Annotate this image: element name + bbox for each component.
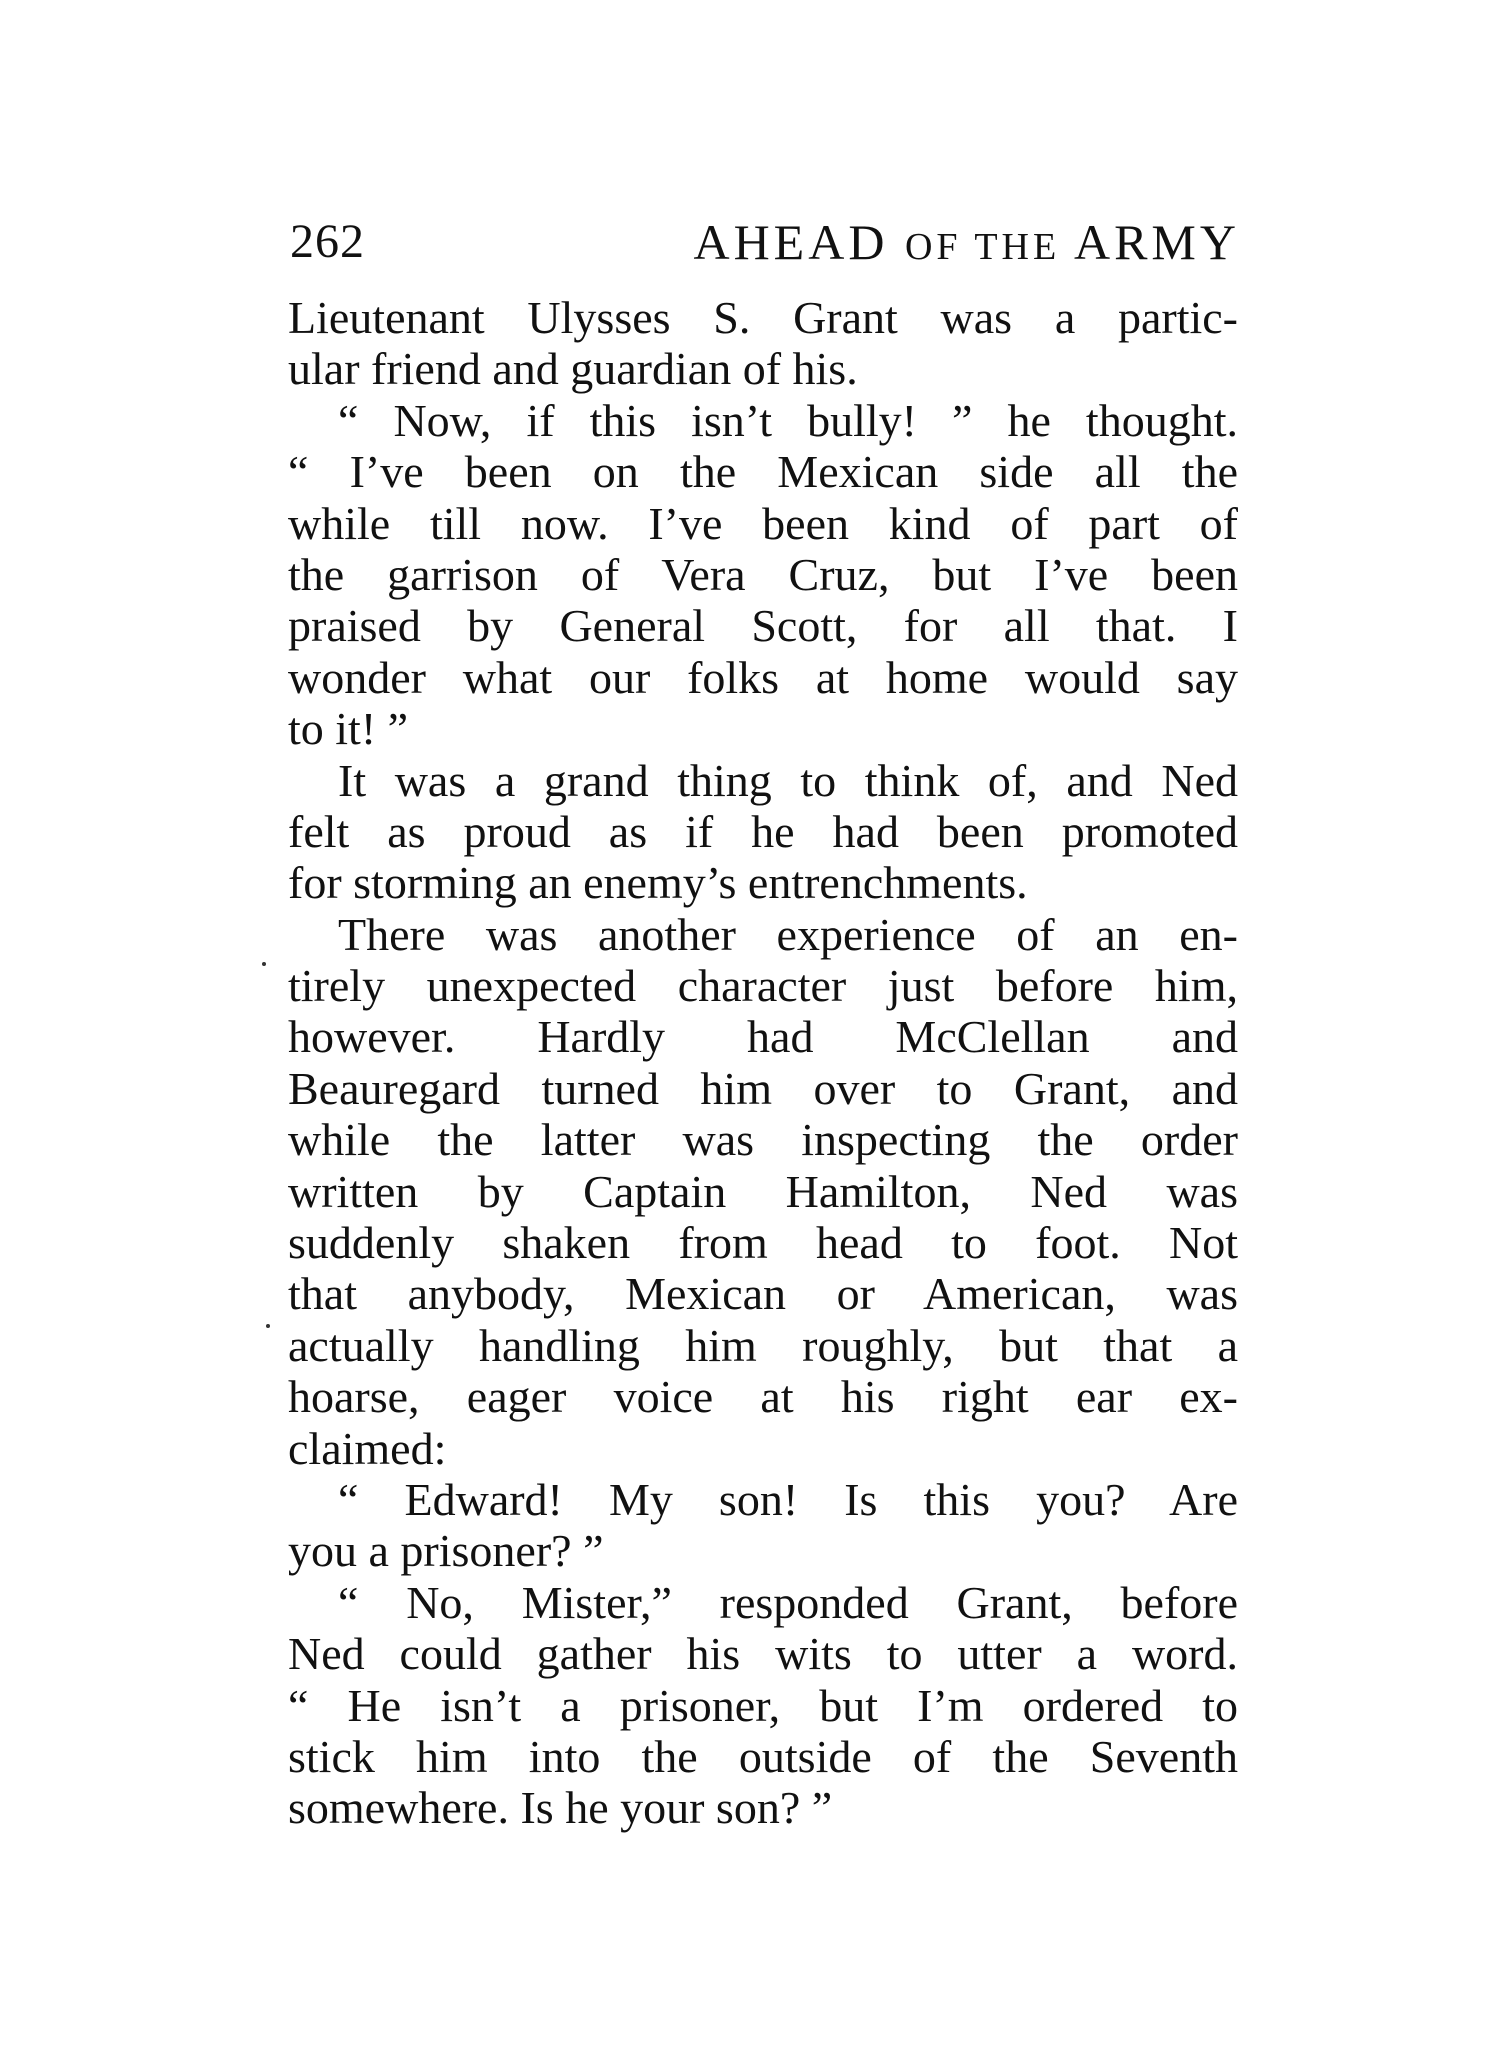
text-line: wonder what our folks at home would say bbox=[288, 651, 1238, 703]
running-title-part3: ARMY bbox=[1073, 214, 1240, 270]
text-line: stick him into the outside of the Seventh bbox=[288, 1730, 1238, 1782]
text-line: praised by General Scott, for all that. I bbox=[288, 600, 1238, 652]
text-line: Lieutenant Ulysses S. Grant was a partic- bbox=[288, 292, 1238, 343]
body-text bbox=[288, 292, 1238, 1834]
text-line: tirely unexpected character just before him, bbox=[288, 960, 1238, 1012]
running-title bbox=[693, 212, 1240, 277]
text-line: Beauregard turned him over to Grant, and bbox=[288, 1062, 1238, 1114]
text-line: “ Now, if this isn’t bully! ” he thought. bbox=[338, 394, 1238, 446]
text-line: There was another experience of an en- bbox=[338, 908, 1238, 960]
text-line: that anybody, Mexican or American, was bbox=[288, 1268, 1238, 1320]
running-title-part1: AHEAD bbox=[693, 214, 889, 270]
text-line: written by Captain Hamilton, Ned was bbox=[288, 1165, 1238, 1217]
text-line: suddenly shaken from head to foot. Not bbox=[288, 1217, 1238, 1269]
text-line: hoarse, eager voice at his right ear ex- bbox=[288, 1371, 1238, 1423]
margin-mark bbox=[262, 962, 266, 966]
text-line: somewhere. Is he your son? ” bbox=[288, 1782, 833, 1834]
text-line: “ No, Mister,” responded Grant, before bbox=[338, 1576, 1238, 1628]
page-number: 262 bbox=[290, 215, 365, 268]
text-line: while till now. I’ve been kind of part of bbox=[288, 497, 1238, 549]
page-header bbox=[290, 212, 1240, 272]
text-line: “ Edward! My son! Is this you? Are bbox=[338, 1473, 1238, 1525]
text-line: felt as proud as if he had been promoted bbox=[288, 805, 1238, 857]
text-line: “ I’ve been on the Mexican side all the bbox=[288, 446, 1238, 498]
text-line: while the latter was inspecting the order bbox=[288, 1114, 1238, 1166]
running-title-part2: OF THE bbox=[904, 226, 1061, 268]
text-line: however. Hardly had McClellan and bbox=[288, 1011, 1238, 1063]
text-line: It was a grand thing to think of, and Ned bbox=[338, 754, 1238, 806]
text-line: actually handling him roughly, but that a bbox=[288, 1319, 1238, 1371]
text-line: to it! ” bbox=[288, 703, 409, 755]
text-line: you a prisoner? ” bbox=[288, 1525, 604, 1577]
text-line: ular friend and guardian of his. bbox=[288, 343, 858, 395]
text-line: claimed: bbox=[288, 1422, 447, 1474]
text-line: Ned could gather his wits to utter a word. bbox=[288, 1628, 1238, 1680]
text-line: the garrison of Vera Cruz, but I’ve been bbox=[288, 548, 1238, 600]
text-line: “ He isn’t a prisoner, but I’m ordered to bbox=[288, 1679, 1238, 1731]
text-line: for storming an enemy’s entrenchments. bbox=[288, 857, 1028, 909]
margin-mark bbox=[266, 1324, 270, 1328]
